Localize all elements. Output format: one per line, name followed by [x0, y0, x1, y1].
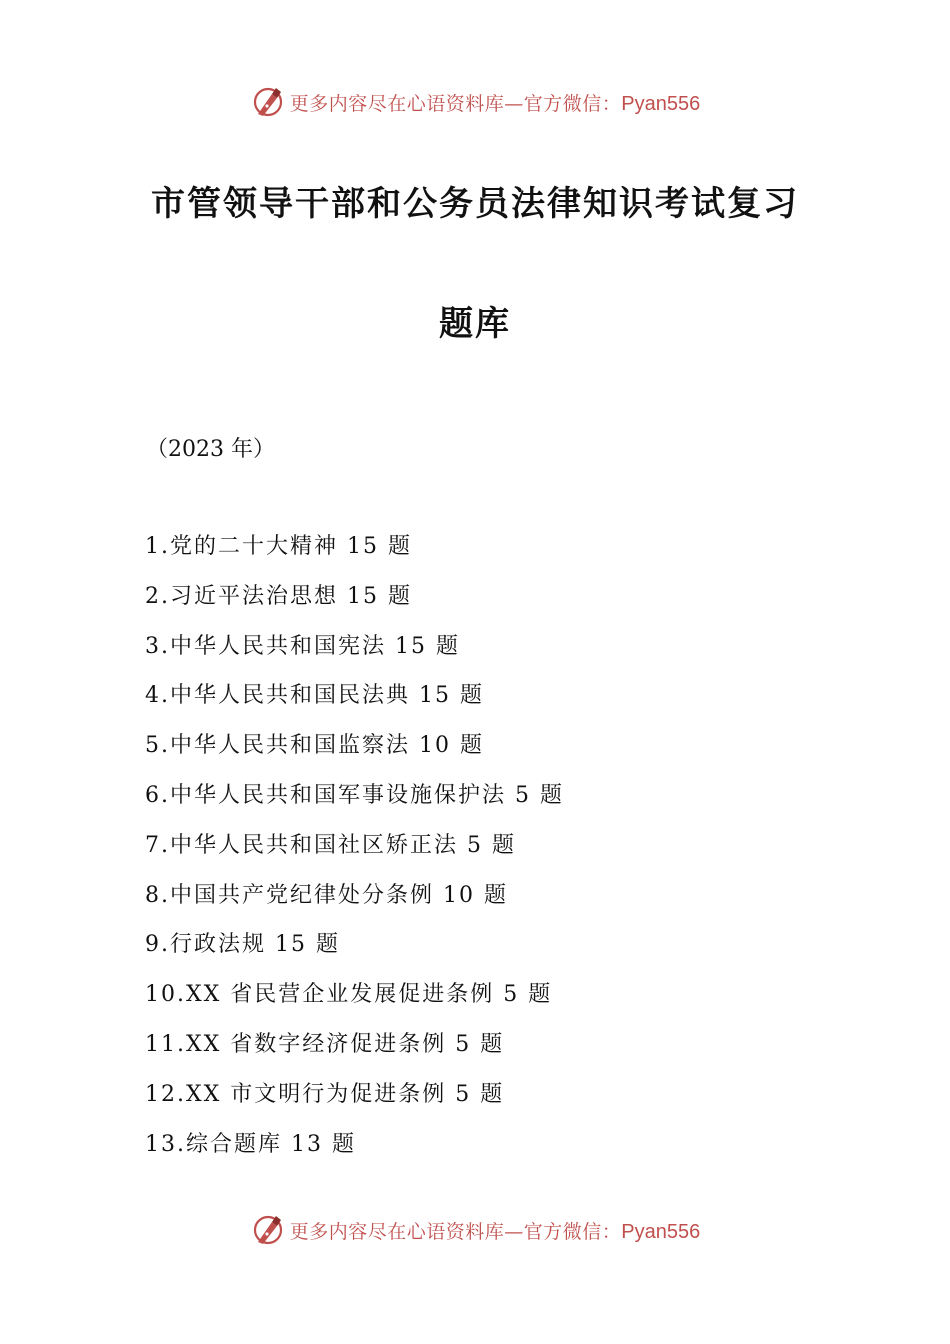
document-title: 市管领导干部和公务员法律知识考试复习: [151, 184, 799, 224]
header-watermark: [0, 82, 950, 122]
document-year: （2023 年）: [146, 437, 275, 462]
toc-item: 9.行政法规 15 题: [145, 932, 340, 958]
toc-item: 8.中国共产党纪律处分条例 10 题: [145, 882, 508, 908]
watermark-text: 更多内容尽在心语资料库—官方微信：Pyan556: [289, 92, 701, 115]
toc-item: 6.中华人民共和国军事设施保护法 5 题: [145, 782, 564, 808]
toc-item: 3.中华人民共和国宪法 15 题: [145, 633, 460, 659]
toc-item: 11.XX 省数字经济促进条例 5 题: [145, 1031, 505, 1057]
toc-item: 5.中华人民共和国监察法 10 题: [145, 733, 484, 759]
footer-watermark: [0, 1210, 950, 1250]
toc-item: 10.XX 省民营企业发展促进条例 5 题: [145, 982, 553, 1008]
watermark-wechat-id: Pyan556: [621, 92, 701, 115]
document-title-continued: 题库: [439, 304, 511, 344]
pen-nib-logo-icon: [250, 1212, 286, 1248]
toc-item: 12.XX 市文明行为促进条例 5 题: [145, 1081, 505, 1107]
toc-item: 1.党的二十大精神 15 题: [145, 534, 412, 559]
toc-item: 4.中华人民共和国民法典 15 题: [145, 683, 484, 709]
pen-nib-logo-icon: [250, 84, 286, 120]
toc-item: 7.中华人民共和国社区矫正法 5 题: [145, 832, 516, 858]
table-of-contents: [145, 528, 564, 1175]
toc-item: 13.综合题库 13 题: [145, 1131, 356, 1157]
toc-item: 2.习近平法治思想 15 题: [145, 583, 412, 609]
watermark-text: 更多内容尽在心语资料库—官方微信：Pyan556: [289, 1220, 701, 1243]
watermark-wechat-id: Pyan556: [621, 1220, 701, 1243]
